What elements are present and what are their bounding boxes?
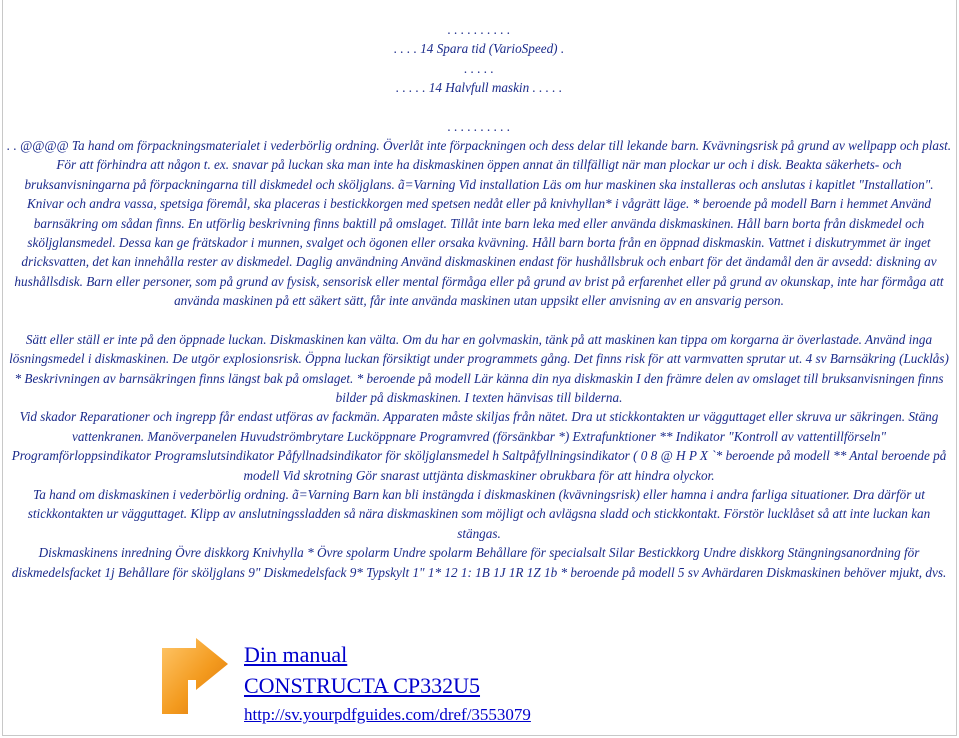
toc-dots-3: . . . . . . . . . . [447, 118, 511, 134]
paragraph-children: Knivar och andra vassa, spetsiga föremål, ska placeras i bestickkorgen med spetsen nedåt eller på knivhyllan* i vågrätt läge. * beroende på modell Barn i hemmet Använd barnsäkring om sådan finns. En utförlig beskrivning finns baktill på omslaget. Tillåt inte barn leka med eller använda diskmaskinen. Håll barn borta från diskmedel och sköljglansmedel. Dessa kan ge frätskador i munnen, svalget och ögonen eller orsaka kvävning. Håll barn borta från en öppnad diskmaskin. Vattnet i diskutrymmet är inget dricksvatten, det kan innehålla rester av diskmedel. Daglig användning Använd diskmaskinen endast för hushållsbruk och enbart för det ändamål den är avsedd: diskning av hushållsdisk. Barn eller personer, som på grund av fysisk, sensorisk eller mental förmåga eller på grund av brist på erfarenhet eller på grund av okunskap, inte har förmåga att använda maskinen på ett säkert sätt, får inte använda maskinen utan uppsikt eller anvisning av en ansvarig person. [14, 196, 944, 309]
product-link[interactable]: CONSTRUCTA CP332U5 [244, 673, 481, 698]
manual-links [244, 640, 531, 729]
paragraph-door: Sätt eller ställ er inte på den öppnade luckan. Diskmaskinen kan välta. Om du har en golvmaskin, tänk på att maskinen kan tippa om korgarna är överlastade. Använd inga lösningsmedel i diskmaskinen. De utgör explosionsrisk. Öppna luckan försiktigt under programmets gång. Det finns risk för att varmvatten sprutar ut. 4 sv Barnsäkring (Lucklås) * Beskrivningen av barnsäkringen finns längst bak på omslaget. * beroende på modell Lär känna din nya diskmaskin I den främre delen av omslaget till bruksanvisningen finns bilder på diskmaskinen. I texten hänvisas till bilderna. [9, 331, 949, 405]
orange-arrow-icon [158, 638, 230, 714]
paragraph-safety: För att förhindra att någon t. ex. snavar på luckan ska man inte ha diskmaskinen öppen annat än tillfälligt när man plockar ur och i disk. Beakta säkerhets- och bruksanvisningarna på förpackningarna till diskmedel och sköljglans. ã=Varning Vid installation Läs om hur maskinen ska installeras och anslutas i kapitlet "Installation". [24, 157, 934, 192]
paragraph-packaging: . . @@@@ Ta hand om förpackningsmaterialet i vederbörlig ordning. Överlåt inte förpackningen och dess delar till lekande barn. Kvävningsrisk på grund av wellpapp och plast. [6, 138, 952, 154]
manual-url-link[interactable]: http://sv.yourpdfguides.com/dref/3553079 [244, 705, 531, 724]
paragraph-damage: Vid skador Reparationer och ingrepp får endast utföras av fackmän. Apparaten måste skiljas från nätet. Dra ut stickkontakten ur vägguttaget eller skruva ur säkringen. Stäng vattenkranen. Manöverpanelen Huvudströmbrytare Lucköppnare Programvred (försänkbar *) Extrafunktioner ** Indikator "Kontroll av vattentillförseln" Programförloppsindikator Programslutsindikator Påfyllnadsindikator för sköljglansmedel h Saltpåfyllningsindikator ( 0 8 @ H P X `* beroende på modell ** Antal beroende på modell Vid skrotning Gör snarast uttjänta diskmaskiner obrukbara för att hindra olyckor. [11, 409, 947, 483]
spacer [6, 311, 952, 330]
paragraph-interior: Diskmaskinens inredning Övre diskkorg Knivhylla * Övre spolarm Undre spolarm Behållare för specialsalt Silar Bestickkorg Undre diskkorg Stängningsanordning för diskmedelsfacket 1j Behållare för sköljglans 9" Diskmedelsfack 9* Typskylt 1" 1* 12 1: 1B 1J 1R 1Z 1b * beroende på modell 5 sv Avhärdaren Diskmaskinen behöver mjukt, dvs. [11, 545, 947, 580]
toc-entry-halvfull: . . . . . 14 Halvfull maskin . . . . . [395, 80, 563, 96]
toc-entry-variospeed: . . . . 14 Spara tid (VarioSpeed) . [393, 41, 565, 57]
document-body [6, 20, 952, 582]
manual-title-link[interactable]: Din manual [244, 642, 348, 667]
toc-dots-2: . . . . . [464, 60, 494, 76]
toc-dots-1: . . . . . . . . . . [447, 22, 511, 37]
manual-footer [158, 636, 718, 732]
spacer [6, 98, 952, 117]
paragraph-disposal: Ta hand om diskmaskinen i vederbörlig ordning. ã=Varning Barn kan bli instängda i diskmaskinen (kvävningsrisk) eller hamna i andra farliga situationer. Dra därför ut stickkontakten ur vägguttaget. Klipp av anslutningssladden så nära diskmaskinen som möjligt och avlägsna sladd och stickkontakt. Förstör lucklåset så att inte luckan kan stängas. [27, 486, 931, 541]
